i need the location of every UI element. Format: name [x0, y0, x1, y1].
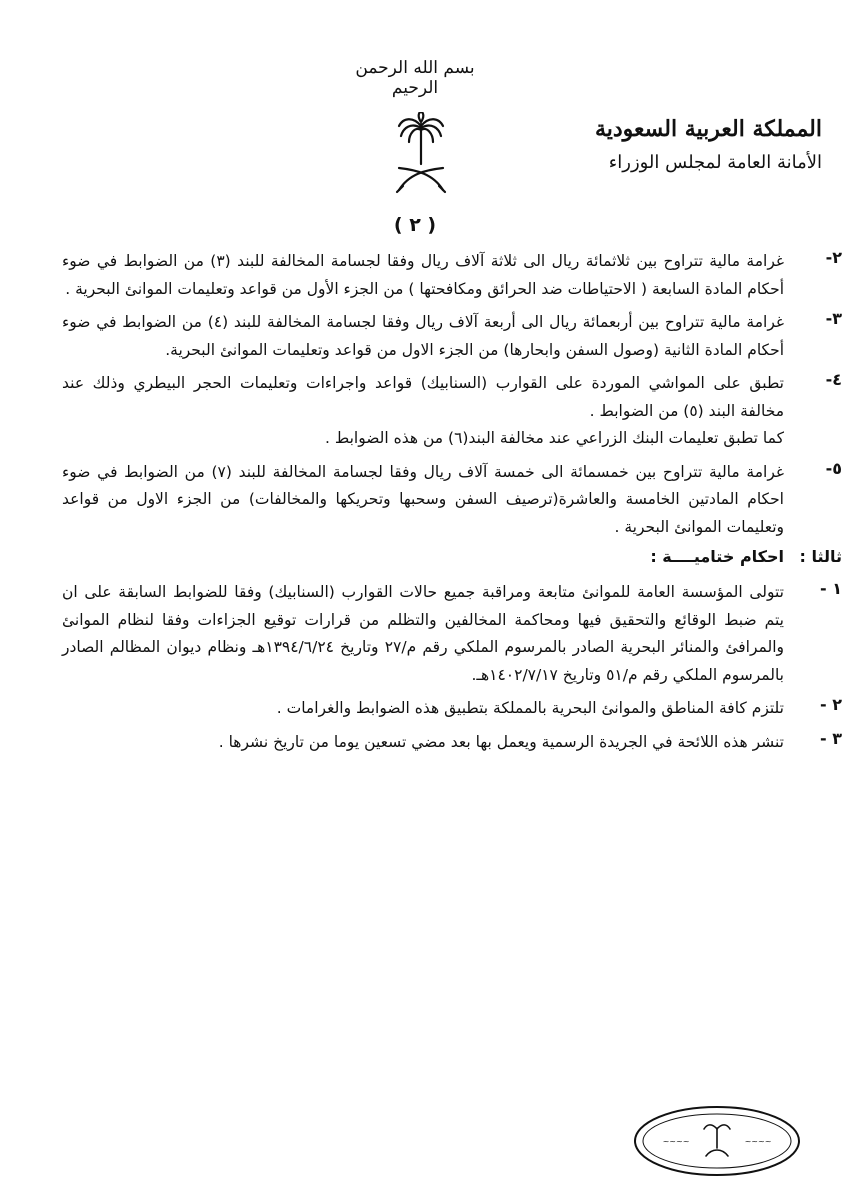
clause-item — [62, 458, 842, 542]
seal-upper-text: ~~~~ — [662, 1137, 690, 1146]
clause-number: ٣- — [825, 309, 842, 328]
page-number: ( ٢ ) — [393, 214, 437, 236]
seal-emblem-icon — [704, 1125, 730, 1156]
clause-item — [62, 695, 842, 723]
clause-item — [62, 728, 842, 757]
clause-number: ١ - — [820, 579, 842, 598]
clause-text: تلتزم كافة المناطق والموانئ البحرية بالمملكة بتطبيق هذه الضوابط والغرامات . — [276, 699, 784, 717]
clause-number: ٢ - — [820, 695, 842, 714]
clause-text: غرامة مالية تتراوح بين ثلاثمائة ريال الى ثلاثة آلاف ريال وفقا لجسامة المخالفة للبند (٣) من الضوابط في ضوء أحكام المادة السابعة ( الاحتياطات ضد الحرائق ومكافحتها ) من الجزء الأول من قواعد وتعليمات الموانئ البحرية . — [62, 252, 784, 298]
section-label: ثالثا : — [799, 547, 842, 566]
document-body — [62, 248, 842, 762]
section-title: احكام ختاميــــة : — [650, 547, 784, 566]
clause-item — [62, 248, 842, 303]
clause-text-continued: كما تطبق تعليمات البنك الزراعي عند مخالفة البند(٦) من هذه الضوابط . — [325, 429, 784, 447]
clause-text: تتولى المؤسسة العامة للموانئ متابعة ومراقبة جميع حالات القوارب (السنابيك) وفقا للضوابط السابقة على ان يتم ضبط الوقائع والتحقيق فيها ومحاكمة المخالفين والتظلم من قرارات توقيع الجزاءات وفقا لنظام الموانئ والمرافئ والمنائر البحرية الصادر بالمرسوم الملكي رقم م/٢٧ وتاريخ ١٣٩٤/٦/٢٤هـ ونظام ديوان المظالم الصادر بالمرسوم الملكي رقم م/٥١ وتاريخ ١٤٠٢/٧/١٧هـ. — [62, 583, 784, 684]
clause-item — [62, 370, 842, 453]
clause-number: ٤- — [825, 370, 842, 389]
clause-text: تنشر هذه اللائحة في الجريدة الرسمية ويعمل بها بعد مضي تسعين يوما من تاريخ نشرها . — [218, 732, 784, 751]
clause-number: ٣ - — [820, 728, 842, 748]
clause-item — [62, 309, 842, 364]
clause-text: غرامة مالية تتراوح بين خمسمائة الى خمسة آلاف ريال وفقا لجسامة المخالفة للبند (٧) من الضوابط في ضوء احكام المادتين الخامسة والعاشرة(ترصيف السفن وسحبها وتحريكها والمخالفات) من الجزء الاول من قواعد وتعليمات الموانئ البحرية . — [62, 462, 784, 536]
clause-number: ٢- — [825, 248, 842, 267]
clause-text: تطبق على المواشي الموردة على القوارب (السنابيك) قواعد واجراءات وتعليمات الحجر البيطري وذلك عند مخالفة البند (٥) من الضوابط . — [62, 374, 784, 420]
kingdom-name: المملكة العربية السعودية — [594, 116, 822, 142]
basmala: بسم الله الرحمن الرحيم — [355, 58, 475, 98]
palm-swords-emblem-icon — [393, 112, 449, 200]
clause-number: ٥- — [825, 458, 842, 478]
clause-text: غرامة مالية تتراوح بين أربعمائة ريال الى أربعة آلاف ريال وفقا لجسامة المخالفة للبند (٤) من الضوابط في ضوء أحكام المادة الثانية (وصول السفن وابحارها) من الجزء الاول من قواعد وتعليمات الموانئ البحرية. — [62, 313, 784, 359]
secretariat-name: الأمانة العامة لمجلس الوزراء — [608, 152, 822, 173]
letterhead — [582, 112, 822, 180]
official-seal-stamp — [632, 1104, 802, 1178]
section-heading — [62, 547, 842, 577]
seal-lower-text: ~~~~ — [744, 1137, 772, 1146]
clause-item — [62, 579, 842, 689]
